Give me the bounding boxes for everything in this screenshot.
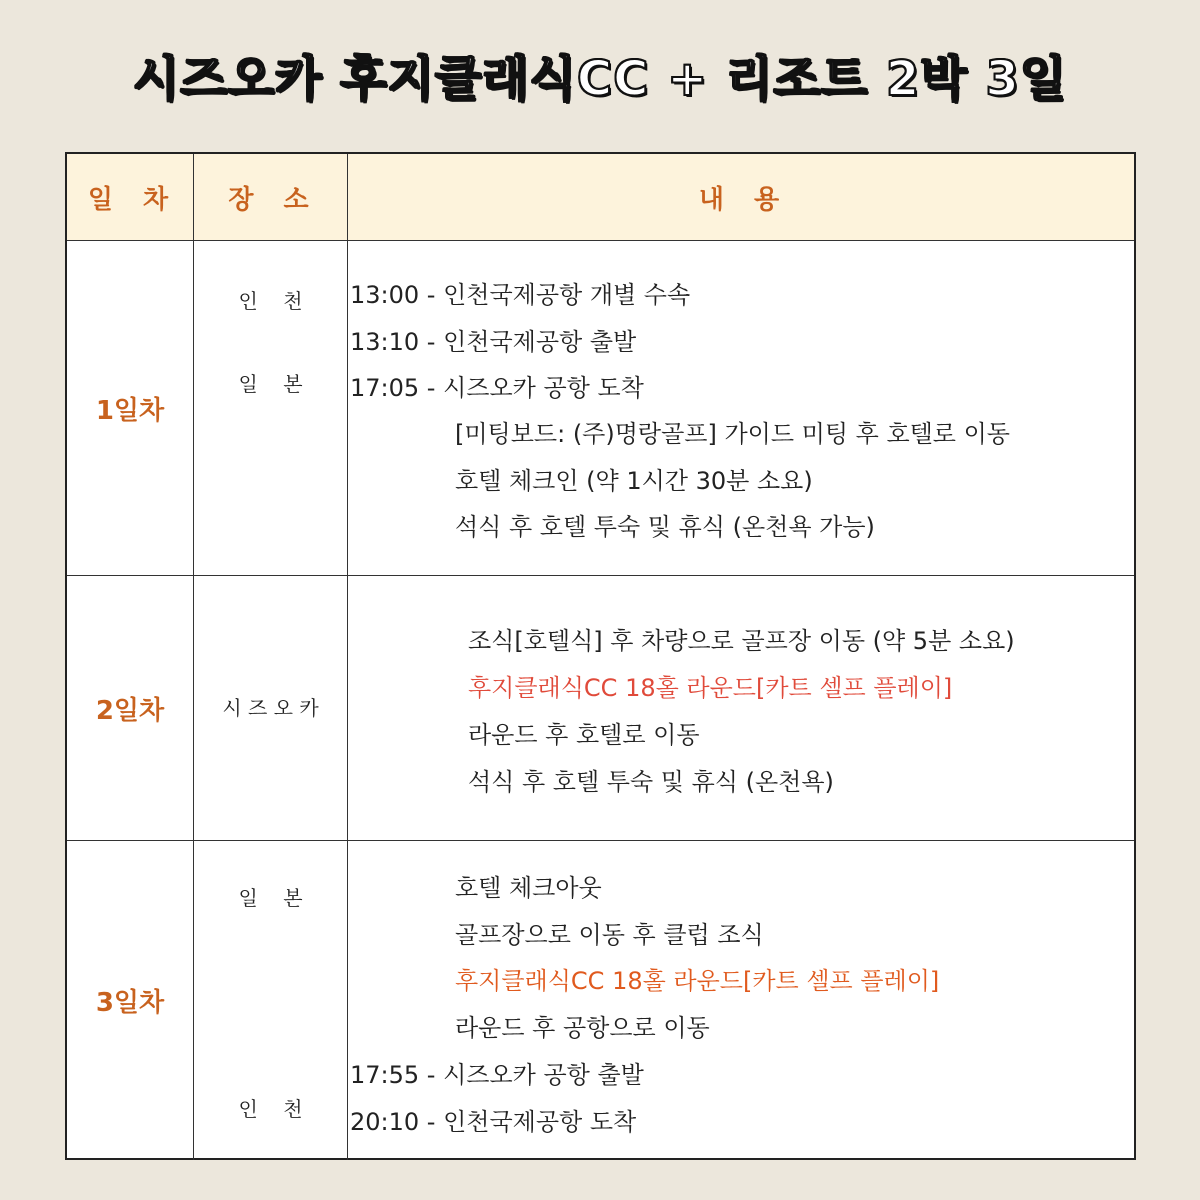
place-label: 일 본 (238, 372, 303, 396)
content-cell (348, 241, 1134, 575)
place-label: 인 천 (238, 1097, 303, 1121)
schedule-line: 라운드 후 공항으로 이동 (455, 1014, 710, 1042)
schedule-line: 라운드 후 호텔로 이동 (468, 721, 700, 749)
header-content-cell (348, 154, 1134, 240)
schedule-line: 석식 후 호텔 투숙 및 휴식 (온천욕 가능) (455, 513, 875, 541)
schedule-line: 13:10 - 인천국제공항 출발 (350, 328, 637, 356)
content-cell (348, 841, 1134, 1160)
header-day-label: 일 차 (87, 184, 173, 215)
place-cell (194, 576, 348, 840)
place-label: 시 즈 오 카 (222, 696, 319, 720)
place-label: 일 본 (238, 886, 303, 910)
header-place-label: 장 소 (228, 184, 313, 215)
day-label: 1일차 (95, 395, 165, 426)
schedule-line: 13:00 - 인천국제공항 개별 수속 (350, 281, 691, 309)
schedule-line: 석식 후 호텔 투숙 및 휴식 (온천욕) (468, 768, 834, 796)
page-title: 시즈오카 후지클래식CC + 리조트 2박 3일 (132, 51, 1068, 107)
schedule-line: [미팅보드: (주)명랑골프] 가이드 미팅 후 호텔로 이동 (455, 420, 1010, 448)
day-label: 2일차 (95, 695, 165, 726)
table-header-row (67, 154, 1134, 241)
day-cell (67, 241, 194, 575)
schedule-line-highlight: 후지클래식CC 18홀 라운드[카트 셀프 플레이] (455, 967, 940, 995)
place-cell (194, 241, 348, 575)
schedule-line: 호텔 체크아웃 (455, 874, 602, 902)
day-cell (67, 841, 194, 1160)
table-row (67, 576, 1134, 841)
place-label: 인 천 (238, 289, 303, 313)
schedule-line: 17:55 - 시즈오카 공항 출발 (350, 1061, 644, 1089)
itinerary-table (65, 152, 1136, 1160)
content-cell (348, 576, 1134, 840)
header-day-cell (67, 154, 194, 240)
day-label: 3일차 (95, 988, 165, 1018)
header-place-cell (194, 154, 348, 240)
table-row (67, 241, 1134, 576)
schedule-line: 17:05 - 시즈오카 공항 도착 (350, 374, 644, 402)
schedule-line: 20:10 - 인천국제공항 도착 (350, 1108, 637, 1136)
table-row (67, 841, 1134, 1160)
header-content-label: 내 용 (698, 184, 784, 215)
schedule-line: 조식[호텔식] 후 차량으로 골프장 이동 (약 5분 소요) (468, 627, 1015, 655)
place-cell (194, 841, 348, 1160)
schedule-line: 골프장으로 이동 후 클럽 조식 (455, 921, 764, 949)
schedule-line: 호텔 체크인 (약 1시간 30분 소요) (455, 467, 813, 495)
day-cell (67, 576, 194, 840)
schedule-line-highlight: 후지클래식CC 18홀 라운드[카트 셀프 플레이] (468, 674, 953, 702)
